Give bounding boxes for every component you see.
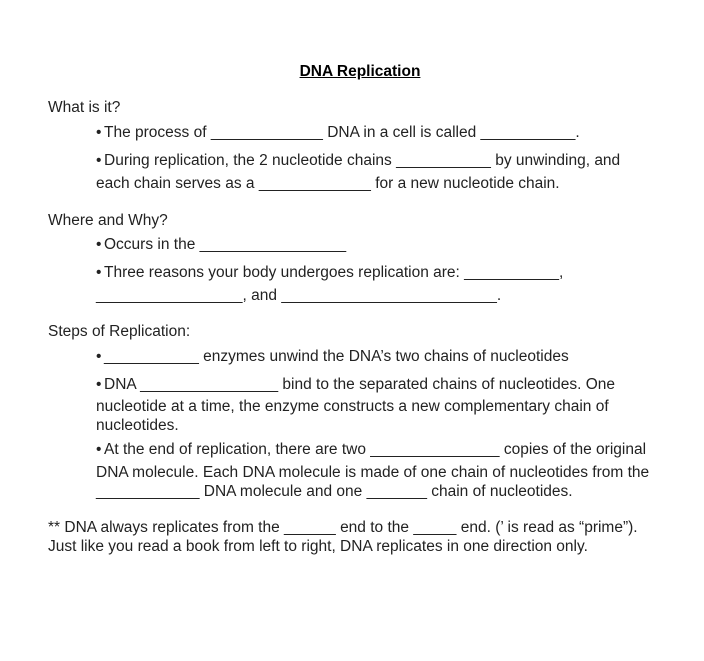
- bullet: •: [96, 152, 102, 169]
- item-text: The process of _____________ DNA in a cell is called ___________.: [104, 124, 580, 141]
- bullet: •: [96, 264, 102, 281]
- list-item: [96, 235, 676, 254]
- item-continuation: nucleotide at a time, the enzyme constructs a new complementary chain of: [96, 398, 609, 415]
- item-text: At the end of replication, there are two _______________ copies of the original: [104, 441, 647, 458]
- item-text: Three reasons your body undergoes replication are: ___________,: [104, 264, 564, 281]
- list-item: [96, 151, 676, 170]
- list-item: [96, 263, 676, 282]
- list-item: [96, 347, 676, 366]
- bullet: •: [96, 441, 102, 458]
- item-continuation: each chain serves as a _____________ for a new nucleotide chain.: [96, 175, 560, 192]
- item-continuation: _________________, and _________________________.: [96, 287, 502, 304]
- note-line-2: Just like you read a book from left to right, DNA replicates in one direction only.: [48, 538, 588, 555]
- note-line-1: ** DNA always replicates from the ______ end to the _____ end. (’ is read as “prime”).: [48, 519, 638, 536]
- bullet: •: [96, 376, 102, 393]
- bullet: •: [96, 124, 102, 141]
- list-item: [96, 440, 676, 459]
- item-text: Occurs in the _________________: [104, 236, 347, 253]
- list-item: [96, 123, 676, 142]
- bullet: •: [96, 348, 102, 365]
- item-text: ___________ enzymes unwind the DNA’s two chains of nucleotides: [104, 348, 569, 365]
- item-continuation: DNA molecule. Each DNA molecule is made of one chain of nucleotides from the: [96, 464, 650, 481]
- section-heading-where: Where and Why?: [48, 212, 168, 229]
- bullet: •: [96, 236, 102, 253]
- section-heading-steps: Steps of Replication:: [48, 323, 191, 340]
- section-heading-what: What is it?: [48, 99, 121, 116]
- item-continuation: nucleotides.: [96, 417, 179, 434]
- item-text: DNA ________________ bind to the separated chains of nucleotides. One: [104, 376, 616, 393]
- page-title: DNA Replication: [299, 63, 421, 80]
- list-item: [96, 375, 676, 394]
- item-continuation: ____________ DNA molecule and one _______ chain of nucleotides.: [96, 483, 573, 500]
- item-text: During replication, the 2 nucleotide chains ___________ by unwinding, and: [104, 152, 621, 169]
